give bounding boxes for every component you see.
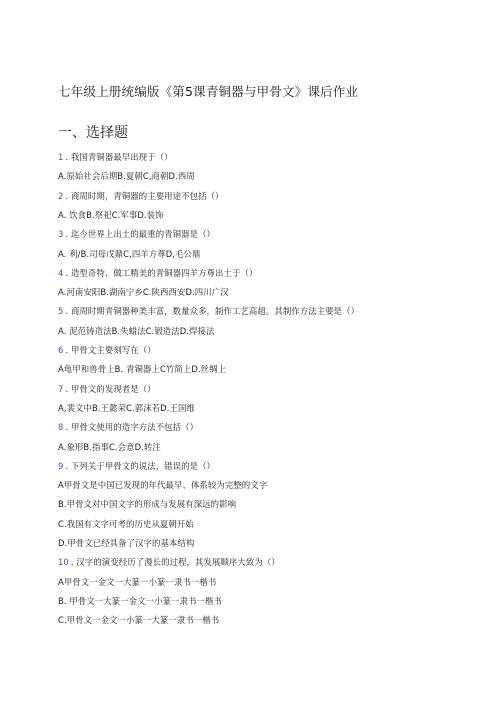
question-stem bbox=[58, 151, 173, 163]
answer-options: B. 甲骨文一大篆一金文一小篆一隶书一楷书 bbox=[58, 595, 222, 606]
question-stem bbox=[58, 556, 280, 568]
question-number: 3 bbox=[58, 229, 64, 240]
question-stem bbox=[58, 228, 215, 240]
question-stem bbox=[58, 267, 257, 279]
question-number: 4 bbox=[58, 267, 64, 278]
answer-options: A. 利/B.司母戊鼎C,四羊方尊D,毛公鼎 bbox=[58, 248, 201, 259]
answer-options: D.甲骨文已经具备了汉字的基本结构 bbox=[58, 538, 195, 548]
question-number: 5 bbox=[58, 306, 64, 317]
answer-options: A,裴文中B.王懿荣C.郭沫若D.王国维 bbox=[58, 402, 195, 413]
question-stem bbox=[58, 190, 224, 202]
answer-options: A.象形B.指事C.会意D.转注 bbox=[58, 441, 161, 452]
question-number: 10 bbox=[58, 557, 69, 568]
answer-options: A.原始社会后期B.夏朝C,商朝D.西周 bbox=[58, 171, 195, 182]
answer-options: A. 饮食B.祭祀C.军事D.装饰 bbox=[58, 209, 164, 220]
answer-options: A龟甲和兽骨上B. 青铜器上C竹简上D.丝绸上 bbox=[58, 364, 227, 375]
question-text: . 迄今世界上出土的最重的青铜器是（） bbox=[65, 229, 216, 240]
question-number: 2 bbox=[58, 190, 64, 201]
question-text: . 甲骨文的发现者是（） bbox=[65, 383, 156, 394]
question-text: . 甲骨文主要刻写在（） bbox=[65, 345, 156, 355]
section-heading: 一、选择题 bbox=[58, 125, 128, 141]
question-number: 7 bbox=[58, 383, 64, 394]
answer-options: A. 泥范铸造法B.失蜡法C.锻造法D.焊接法 bbox=[58, 325, 215, 336]
answer-options: A甲骨文一金文一大篆一小篆一隶书一楷书 bbox=[58, 576, 217, 587]
question-number: 8 bbox=[58, 422, 64, 433]
question-stem bbox=[58, 383, 156, 395]
question-text: . 汉字的演变经历了漫长的过程，其发展顺序大致为（） bbox=[70, 557, 280, 568]
question-text: . 甲骨文使用的造字方法不包括（） bbox=[65, 422, 199, 433]
question-stem bbox=[58, 305, 359, 317]
question-number: 9 bbox=[58, 460, 64, 471]
document-title: 七年级上册统编版《第5课青铜器与甲骨文》课后作业 bbox=[58, 84, 359, 99]
answer-options: C.我国有文字可考的历史从夏朝开始 bbox=[58, 518, 194, 529]
question-number: 6 bbox=[58, 345, 64, 355]
question-text: . 商周时期，青铜器的主要用途不包括（） bbox=[65, 190, 224, 201]
question-text: . 造型奇特、做工精美的青铜器四羊方尊出土于（） bbox=[65, 267, 258, 278]
question-text: . 商周时期青铜器种类丰富，数量众多，制作工艺高超。其制作方法主要是（） bbox=[65, 306, 360, 317]
question-stem bbox=[58, 421, 198, 433]
answer-options: A甲骨文是中国已发现的年代最早、体系较为完整的文字 bbox=[58, 480, 268, 491]
answer-options: C.甲骨文一金文一小篆一大篆一隶书一楷书 bbox=[58, 615, 220, 626]
answer-options: A.河南安阳B.湖南宁乡C.陕西西安D.四川广汉 bbox=[58, 287, 229, 298]
question-number: 1 bbox=[58, 152, 64, 162]
answer-options: B.甲骨文对中国文字的形成与发展有深远的影响 bbox=[58, 499, 237, 510]
question-stem bbox=[58, 344, 156, 356]
question-text: . 我国青铜器最早出现于（） bbox=[65, 152, 173, 162]
question-stem bbox=[58, 460, 215, 472]
question-text: . 下列关于甲骨文的说法，错误的是（） bbox=[65, 460, 216, 471]
